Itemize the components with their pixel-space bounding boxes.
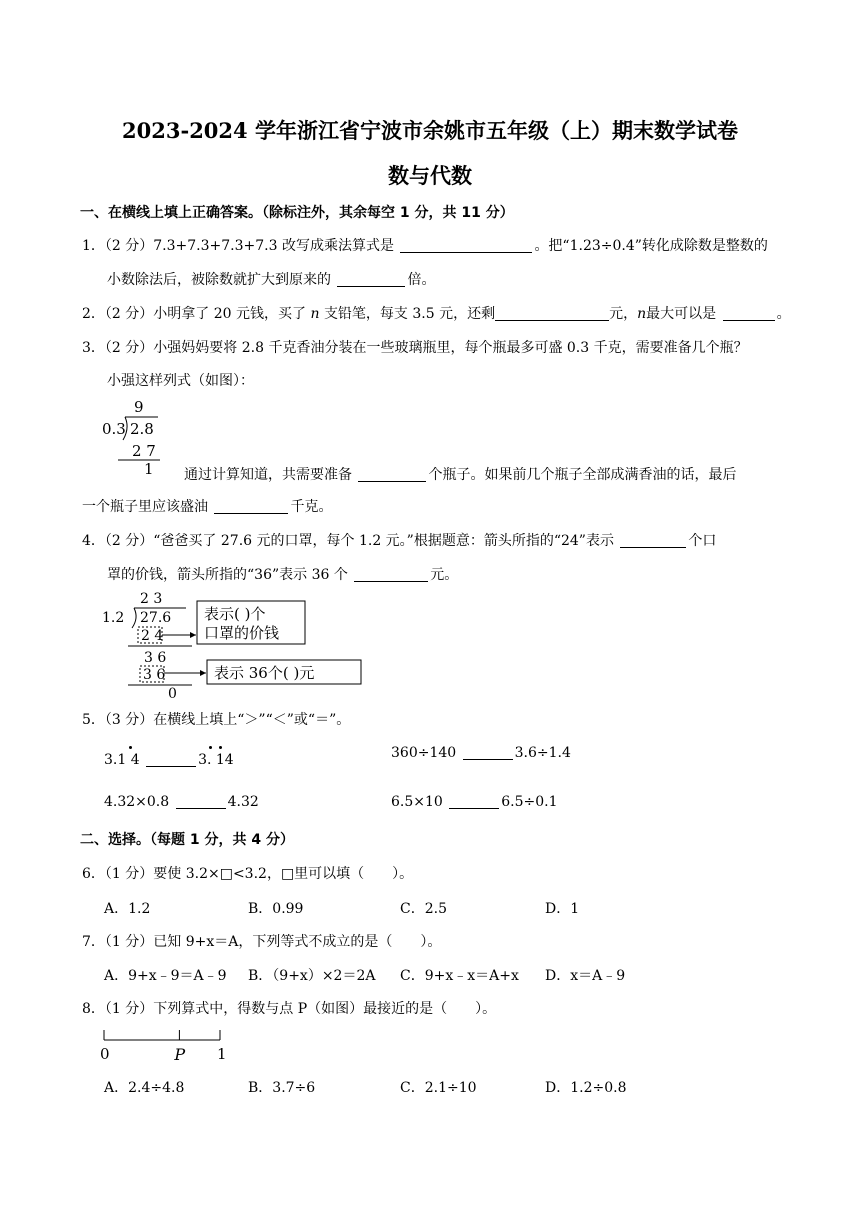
q4-fig-box2: 表示 36个( )元 — [214, 664, 315, 682]
q4-fig-p2: 3 6 — [143, 667, 166, 683]
q7-stem: （1 分）已知 9+x＝A，下列等式不成立的是（ ）。 — [104, 934, 442, 950]
q8-stem: （1 分）下列算式中，得数与点 P（如图）最接近的是（ ）。 — [104, 1001, 497, 1017]
q6-number: 6． — [82, 866, 105, 882]
q5-d-right: 6.5÷0.1 — [501, 794, 558, 810]
q4-fig-box1-line2: 口罩的价钱 — [204, 624, 280, 642]
question-6 — [82, 863, 413, 883]
q3-line3 — [184, 464, 736, 484]
q4-line2b: 元。 — [430, 567, 459, 583]
q4-fig-p1: 2 4 — [141, 628, 164, 644]
q3-fig-dividend: 2.8 — [130, 420, 154, 438]
q3-division-figure — [100, 396, 180, 476]
q3-fig-divisor: 0.3 — [102, 420, 126, 438]
question-8 — [82, 998, 496, 1018]
q4-fig-quotient: 2 3 — [140, 591, 163, 607]
q3-blank-1[interactable] — [358, 467, 426, 482]
q4-fig-bracket-curve — [132, 608, 136, 628]
q4-line2a: 罩的价钱，箭头所指的“36”表示 36 个 — [107, 567, 348, 583]
page-subtitle: 数与代数 — [388, 163, 472, 188]
q6-option-c[interactable]: C．2.5 — [400, 901, 447, 917]
q4-blank-1[interactable] — [620, 533, 686, 548]
q5-a-left: 3.1 4 — [104, 752, 140, 768]
q3-blank-2[interactable] — [214, 499, 288, 514]
q6-stem: （1 分）要使 3.2×□<3.2，□里可以填（ ）。 — [104, 866, 414, 882]
q5-item-c — [104, 794, 259, 810]
question-5 — [82, 709, 350, 729]
q3-fig-product: 2 7 — [132, 442, 156, 460]
q4-fig-box1-line1: 表示( )个 — [204, 605, 266, 623]
question-2 — [82, 303, 791, 323]
section-heading-choice: 二、选择。（每题 1 分，共 4 分） — [80, 832, 294, 848]
q6-option-d[interactable]: D．1 — [545, 901, 580, 917]
q3-line3a: 通过计算知道，共需要准备 — [184, 467, 352, 483]
q2-var-n-2: n — [637, 306, 647, 322]
q8-label-p: P — [174, 1045, 186, 1064]
q8-option-c[interactable]: C．2.1÷10 — [400, 1080, 477, 1096]
q3-number: 3． — [82, 340, 105, 356]
q5-b-right: 3.6÷1.4 — [514, 745, 571, 761]
q7-option-d[interactable]: D．x＝A﹣9 — [545, 968, 626, 984]
q5-d-left: 6.5×10 — [391, 794, 443, 810]
q5-item-a — [104, 752, 234, 768]
q1-part1: （2 分）7.3+7.3+7.3+7.3 改写成乘法算式是 — [104, 238, 394, 254]
q5-a-blank[interactable] — [146, 752, 196, 767]
q5-item-d — [391, 794, 558, 810]
q8-label-1: 1 — [217, 1045, 227, 1063]
q4-fig-arrowhead-1 — [190, 632, 196, 638]
q3-fig-quotient: 9 — [134, 398, 144, 416]
q5-b-blank[interactable] — [463, 745, 513, 760]
q7-option-b[interactable]: B．（9+x）×2＝2A — [248, 968, 376, 984]
q1-line2b: 倍。 — [407, 272, 436, 288]
q6-option-a[interactable]: A．1.2 — [104, 901, 151, 917]
q7-option-c[interactable]: C．9+x﹣x＝A+x — [400, 968, 519, 984]
q2-number: 2． — [82, 306, 105, 322]
q3-fig-remainder: 1 — [144, 460, 154, 476]
q4-line1b: 个口 — [688, 533, 717, 549]
q4-fig-dividend: 27.6 — [140, 610, 172, 626]
q8-number-line — [96, 1026, 236, 1066]
question-1-line2 — [107, 269, 435, 289]
q5-c-left: 4.32×0.8 — [104, 794, 170, 810]
q1-blank-1[interactable] — [400, 238, 532, 253]
q5-b-left: 360÷140 — [391, 745, 457, 761]
question-1 — [82, 235, 768, 255]
q1-blank-2[interactable] — [337, 272, 405, 287]
question-4 — [82, 530, 716, 550]
q4-division-figure — [100, 588, 370, 700]
q5-a-left-repeat-dot — [129, 746, 132, 749]
question-3 — [82, 337, 748, 357]
q5-c-right: 4.32 — [227, 794, 259, 810]
q5-number: 5． — [82, 712, 105, 728]
q5-item-b — [391, 745, 571, 761]
q3-line4 — [82, 496, 332, 516]
q8-number: 8． — [82, 1001, 105, 1017]
q3-line3b: 个瓶子。如果前几个瓶子全部成满香油的话，最后 — [428, 467, 737, 483]
q1-number: 1． — [82, 238, 105, 254]
q3-line4b: 千克。 — [290, 499, 333, 515]
section-heading-fill-blank: 一、在横线上填上正确答案。（除标注外，其余每空 1 分，共 11 分） — [80, 205, 514, 221]
q7-number: 7． — [82, 934, 105, 950]
page-title: 2023-2024 学年浙江省宁波市余姚市五年级（上）期末数学试卷 — [122, 118, 738, 143]
question-7 — [82, 931, 441, 951]
q2-part1: （2 分）小明拿了 20 元钱，买了 — [104, 306, 306, 322]
q4-fig-divisor: 1.2 — [102, 610, 125, 626]
q3-line2: 小强这样列式（如图）： — [107, 373, 254, 389]
q5-a-right-repeat-dot-2 — [219, 746, 222, 749]
q4-fig-r2: 0 — [168, 686, 177, 700]
q4-line2 — [107, 564, 458, 584]
q2-blank-1[interactable] — [495, 306, 609, 321]
q5-c-blank[interactable] — [176, 794, 226, 809]
q1-part2: 。把“1.23÷0.4”转化成除数是整数的 — [534, 238, 768, 254]
q4-line1a: （2 分）“爸爸买了 27.6 元的口罩，每个 1.2 元。”根据题意：箭头所指的“24”表示 — [104, 533, 614, 549]
q1-line2a: 小数除法后，被除数就扩大到原来的 — [107, 272, 331, 288]
q8-option-a[interactable]: A．2.4÷4.8 — [104, 1080, 185, 1096]
q2-part2: 支铅笔，每支 3.5 元，还剩 — [323, 306, 496, 322]
q2-part5: 。 — [776, 306, 791, 322]
q3-line4a: 一个瓶子里应该盛油 — [82, 499, 208, 515]
q5-a-right-repeat-dot-1 — [209, 746, 212, 749]
q3-line1: （2 分）小强妈妈要将 2.8 千克香油分装在一些玻璃瓶里，每个瓶最多可盛 0.3 千克，需要准备几个瓶？ — [104, 340, 748, 356]
q4-blank-2[interactable] — [354, 567, 428, 582]
q6-option-b[interactable]: B．0.99 — [248, 901, 304, 917]
q2-var-n: n — [310, 306, 320, 322]
q8-label-0: 0 — [100, 1045, 110, 1063]
q2-blank-2[interactable] — [723, 306, 775, 321]
q8-option-d[interactable]: D．1.2÷0.8 — [545, 1080, 627, 1096]
q5-intro: （3 分）在横线上填上“＞”“＜”或“＝”。 — [104, 712, 351, 728]
q5-d-blank[interactable] — [449, 794, 499, 809]
q4-number: 4． — [82, 533, 105, 549]
q2-part4: 最大可以是 — [646, 306, 717, 322]
q4-fig-r1: 3 6 — [144, 650, 167, 666]
q7-option-a[interactable]: A．9+x﹣9＝A﹣9 — [104, 968, 227, 984]
q2-part3: 元， — [609, 306, 638, 322]
q4-fig-arrowhead-2 — [200, 670, 206, 676]
q8-option-b[interactable]: B．3.7÷6 — [248, 1080, 316, 1096]
q5-a-right: 3. 14 — [198, 752, 234, 768]
